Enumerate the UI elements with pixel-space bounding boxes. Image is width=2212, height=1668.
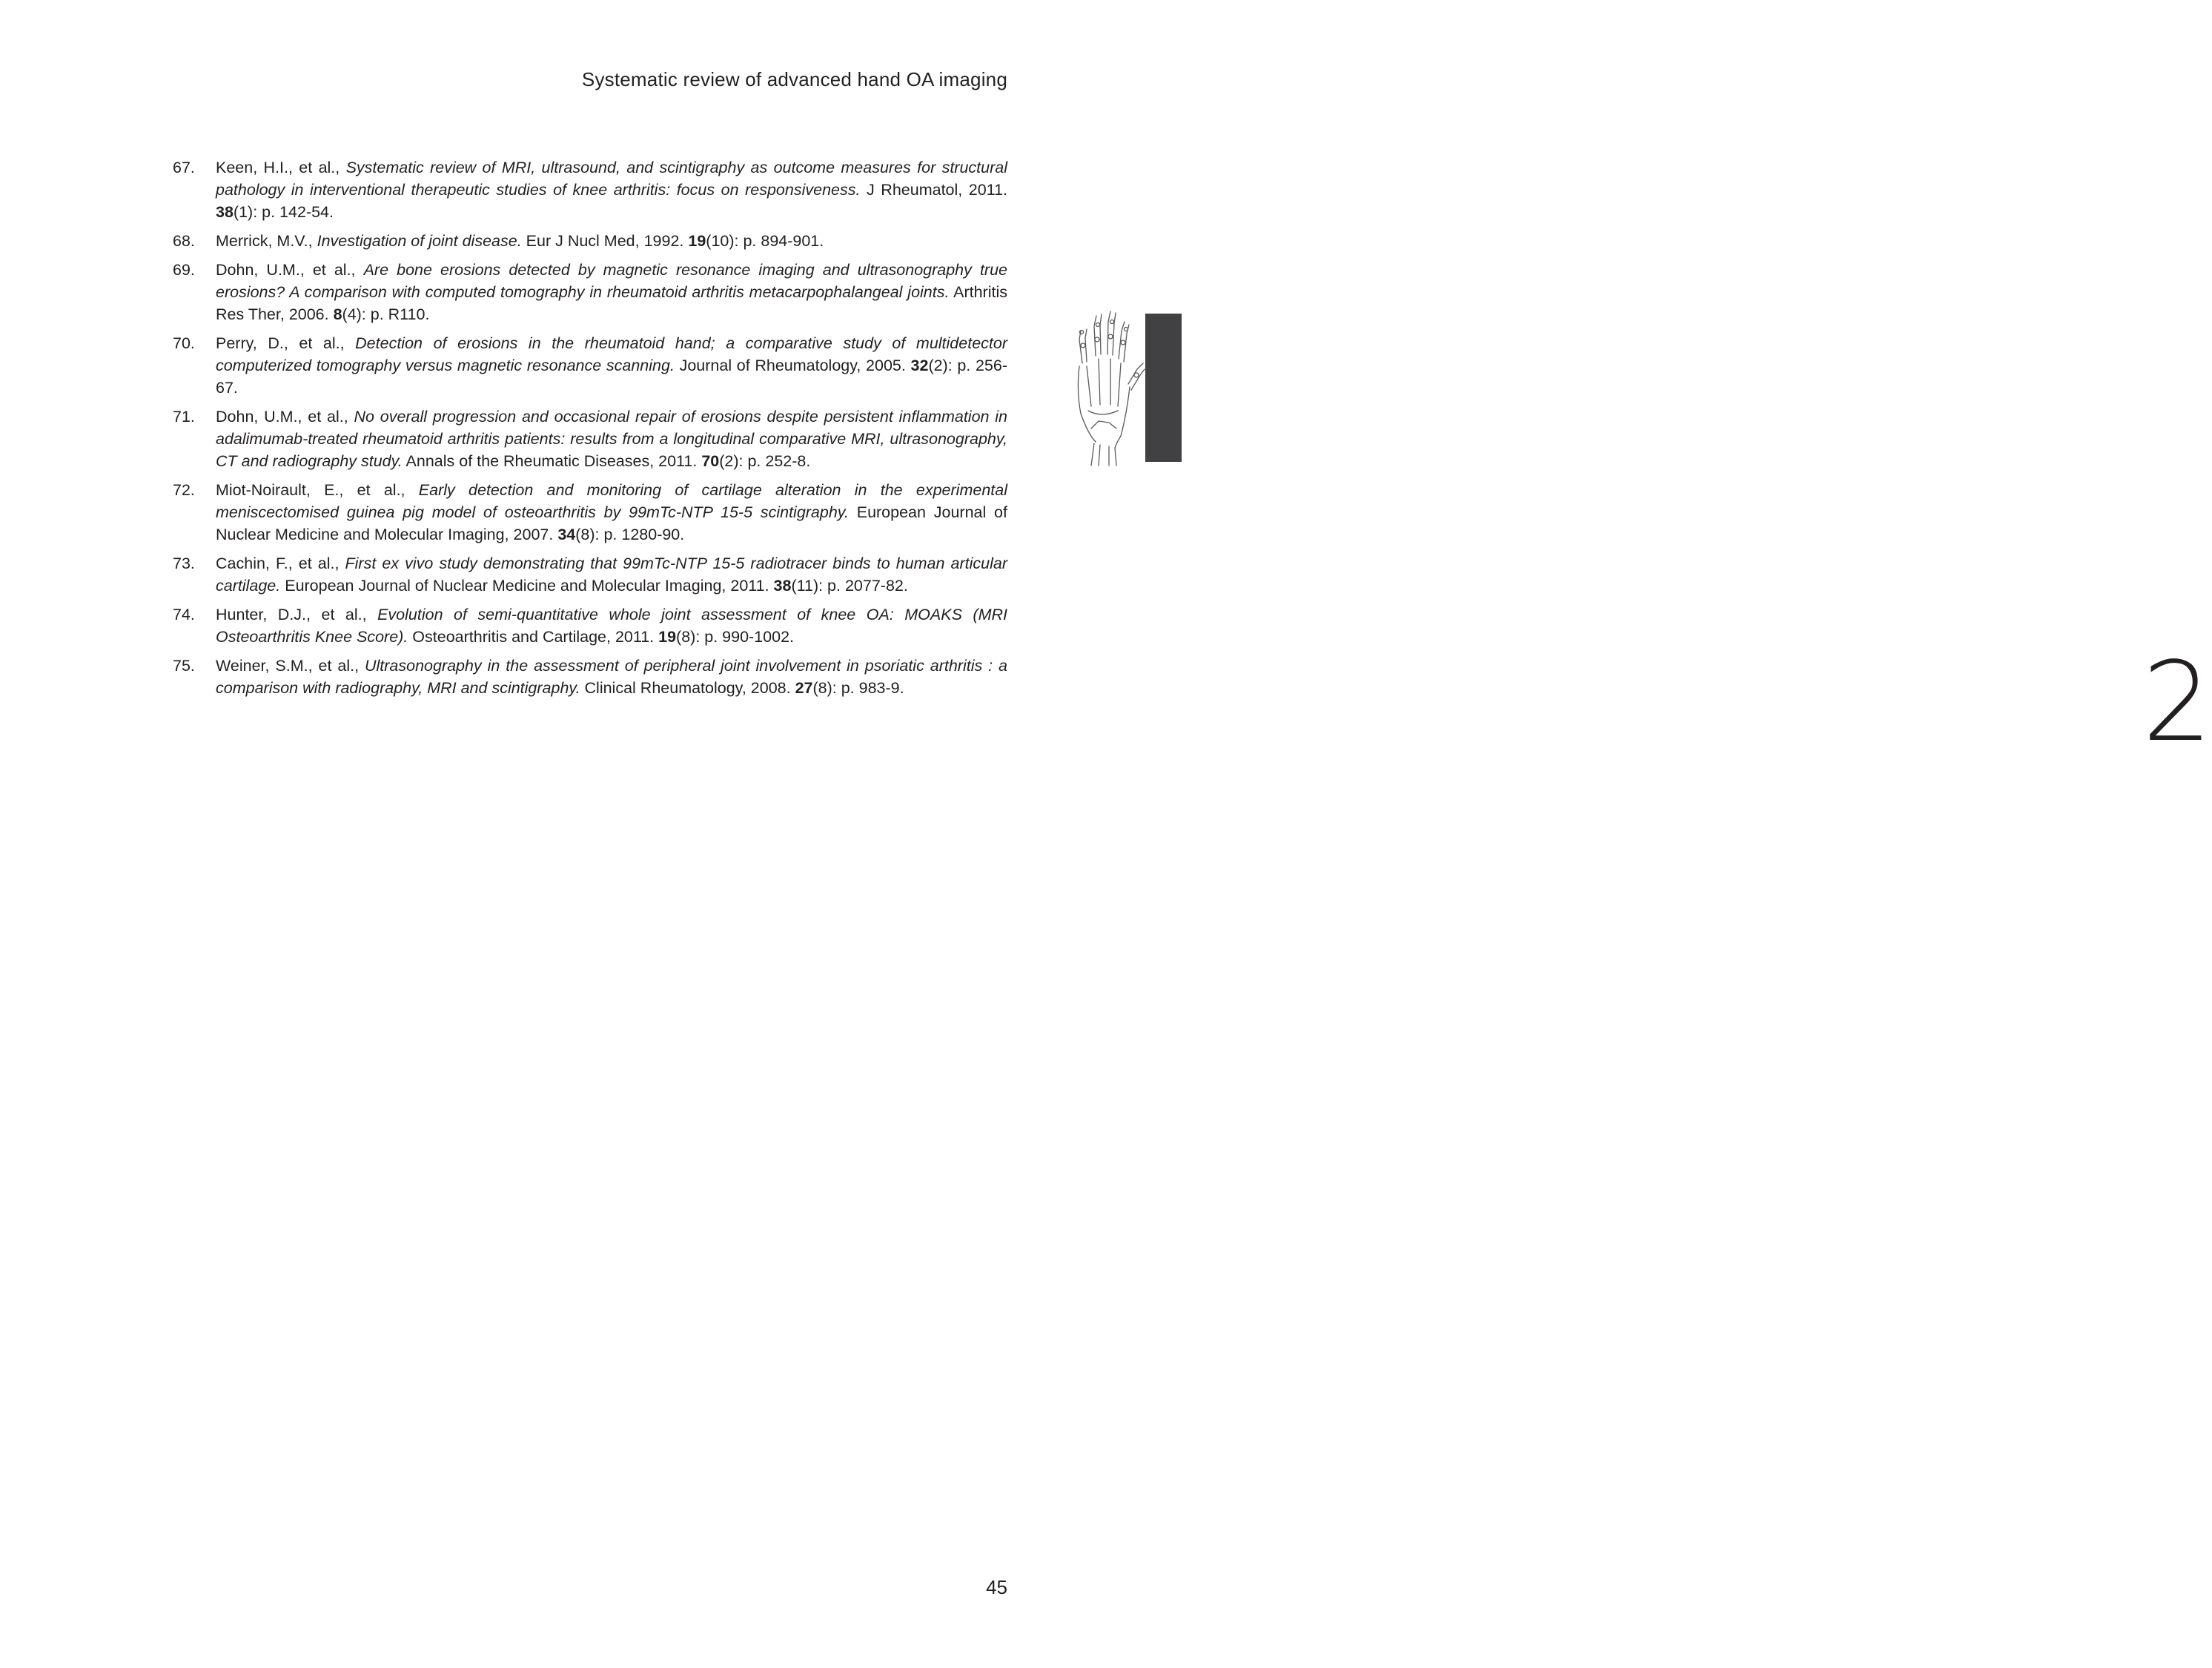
reference-source: Annals of the Rheumatic Diseases, 2011. xyxy=(402,452,702,470)
reference-authors: Perry, D., et al., xyxy=(216,334,356,352)
reference-issue-pages: (10): p. 894-901. xyxy=(706,232,824,250)
reference-number: 69. xyxy=(173,261,195,279)
reference-volume: 8 xyxy=(333,305,342,323)
reference-number: 67. xyxy=(173,159,195,176)
reference-issue-pages: (2): p. 252-8. xyxy=(719,452,811,470)
reference-source: European Journal of Nuclear Medicine and Molecular Imaging, 2007. xyxy=(216,503,1007,543)
reference-item xyxy=(173,552,1007,597)
reference-number: 68. xyxy=(173,232,195,250)
reference-volume: 19 xyxy=(688,232,706,250)
chapter-marker xyxy=(1066,310,2212,766)
reference-authors: Dohn, U.M., et al., xyxy=(216,261,364,279)
reference-authors: Hunter, D.J., et al., xyxy=(216,606,378,623)
reference-volume: 27 xyxy=(795,679,813,697)
reference-item xyxy=(173,156,1007,223)
reference-issue-pages: (11): p. 2077-82. xyxy=(791,577,908,595)
reference-authors: Merrick, M.V., xyxy=(216,232,317,250)
reference-number: 72. xyxy=(173,481,195,499)
reference-number: 74. xyxy=(173,606,195,623)
reference-title: Detection of erosions in the rheumatoid hand; a comparative study of multidetector computerized tomography versus magnetic resonance scanning. xyxy=(216,334,1007,374)
reference-number: 73. xyxy=(173,555,195,572)
reference-title: Ultrasonography in the assessment of peripheral joint involvement in psoriatic arthritis : a comparison with radiography, MRI and scintigraphy. xyxy=(216,657,1007,697)
chapter-tab xyxy=(1145,314,1182,462)
running-header: Systematic review of advanced hand OA imaging xyxy=(581,68,1007,90)
reference-volume: 38 xyxy=(216,203,234,221)
hand-skeleton-icon xyxy=(1066,310,1146,466)
reference-item xyxy=(173,479,1007,546)
reference-title: No overall progression and occasional repair of erosions despite persistent inflammation in adalimumab-treated rheumatoid arthritis patients: results from a longitudinal comparative MRI, ultrasonography, CT and radiography study. xyxy=(216,408,1007,470)
reference-source: Clinical Rheumatology, 2008. xyxy=(580,679,795,697)
reference-item xyxy=(173,259,1007,325)
reference-source: J Rheumatol, 2011. xyxy=(860,181,1007,199)
reference-issue-pages: (8): p. 983-9. xyxy=(812,679,904,697)
reference-volume: 19 xyxy=(658,628,677,646)
reference-number: 75. xyxy=(173,657,195,675)
reference-title: Systematic review of MRI, ultrasound, and scintigraphy as outcome measures for structural pathology in interventional therapeutic studies of knee arthritis: focus on responsiveness. xyxy=(216,159,1007,199)
reference-title: Investigation of joint disease. xyxy=(317,232,522,250)
reference-source: European Journal of Nuclear Medicine and Molecular Imaging, 2011. xyxy=(280,577,774,595)
reference-item xyxy=(173,603,1007,648)
reference-authors: Keen, H.I., et al., xyxy=(216,159,346,176)
reference-volume: 38 xyxy=(773,577,792,595)
reference-volume: 32 xyxy=(910,357,929,374)
reference-source: Eur J Nucl Med, 1992. xyxy=(521,232,689,250)
reference-source: Arthritis Res Ther, 2006. xyxy=(216,283,1007,323)
reference-title: Evolution of semi-quantitative whole joint assessment of knee OA: MOAKS (MRI Osteoarthritis Knee Score). xyxy=(216,606,1007,646)
reference-item xyxy=(173,230,1007,252)
reference-source: Journal of Rheumatology, 2005. xyxy=(674,357,911,374)
reference-volume: 34 xyxy=(557,526,576,543)
reference-title: First ex vivo study demonstrating that 99mTc-NTP 15-5 radiotracer binds to human articular cartilage. xyxy=(216,555,1007,595)
reference-authors: Cachin, F., et al., xyxy=(216,555,345,572)
reference-title: Are bone erosions detected by magnetic resonance imaging and ultrasonography true erosions? A comparison with computed tomography in rheumatoid arthritis metacarpophalangeal joints. xyxy=(216,261,1008,301)
reference-issue-pages: (1): p. 142-54. xyxy=(233,203,334,221)
reference-issue-pages: (8): p. 990-1002. xyxy=(676,628,795,646)
chapter-number: 2 xyxy=(2142,638,2212,766)
reference-issue-pages: (8): p. 1280-90. xyxy=(575,526,685,543)
reference-item xyxy=(173,406,1007,472)
page-number: 45 xyxy=(986,1576,1007,1598)
reference-authors: Weiner, S.M., et al., xyxy=(216,657,365,675)
reference-authors: Dohn, U.M., et al., xyxy=(216,408,354,426)
reference-list xyxy=(173,156,1007,706)
reference-volume: 70 xyxy=(701,452,720,470)
reference-issue-pages: (2): p. 256-67. xyxy=(216,357,1007,397)
reference-item xyxy=(173,332,1007,399)
reference-number: 71. xyxy=(173,408,195,426)
reference-source: Osteoarthritis and Cartilage, 2011. xyxy=(408,628,659,646)
reference-title: Early detection and monitoring of cartilage alteration in the experimental meniscectomised guinea pig model of osteoarthritis by 99mTc-NTP 15-5 scintigraphy. xyxy=(216,481,1007,521)
reference-authors: Miot-Noirault, E., et al., xyxy=(216,481,419,499)
reference-number: 70. xyxy=(173,334,195,352)
reference-item xyxy=(173,655,1007,699)
reference-issue-pages: (4): p. R110. xyxy=(342,305,430,323)
